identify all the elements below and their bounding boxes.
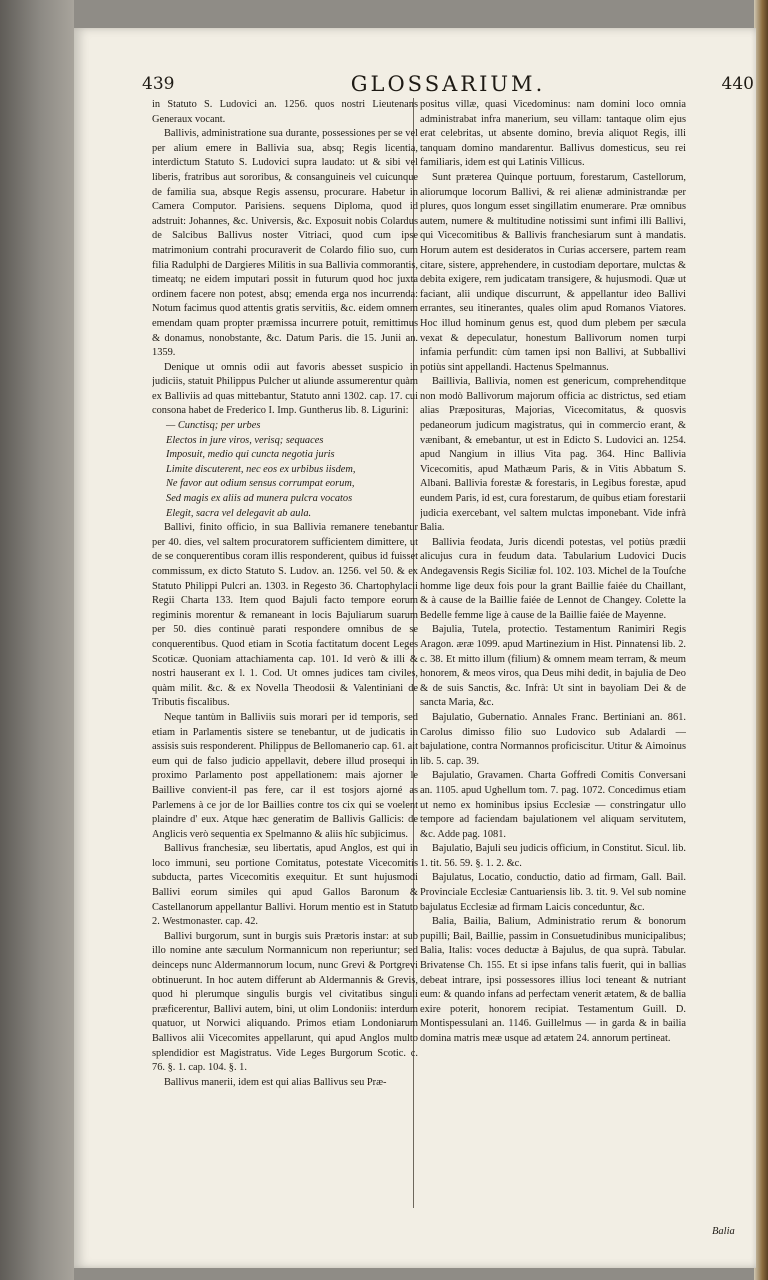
page-number-left: 439 bbox=[142, 74, 175, 94]
verse-line: Imposuit, medio qui cuncta negotia juris bbox=[166, 449, 335, 461]
right-paragraph: Bajulia, Tutela, protectio. Testamentum Ranimiri Regis Aragon. æræ 1099. apud Martinezium in Hist. Pinnatensi lib. 2. c. 38. Et mitto illum (filium) & omnem meam terram, & meum honorem, & meos viros, qua Deus mihi dedit, in bajulia de Deo & de suis Sanctis, &c. Infrà: Ut sint in bayoliam Dei & de sancta Maria, &c. bbox=[420, 624, 686, 709]
left-paragraph: Ballivus franchesiæ, seu libertatis, apud Anglos, est qui in loco immuni, seu portione Comitatus, potestate Vicecomitis subducta, partes Vicecomitis exequitur. Et sunt hujusmodi Ballivi eorum similes qui apud Gallos Baronum & Castellanorum appellantur Ballivi. Horum mentio est in Statuto 2. Westmonaster. cap. 42. bbox=[152, 843, 418, 928]
catchword: Balia bbox=[712, 1226, 735, 1237]
verse-quotation bbox=[152, 419, 418, 521]
verse-line: Ne favor aut odium sensus corrumpat eorum, bbox=[166, 478, 355, 490]
right-paragraph: Sunt præterea Quinque portuum, forestarum, Castellorum, aliorumque locorum Ballivi, & rei alienæ administrandæ per plures, quos longum esset singillatim enumerare. Præ omnibus autem, numere & multitudine notissimi sunt infimi illi Ballivi, qui Vicecomitibus & Ballivis franchesiarum sunt à mandatis. Horum autem est desideratos in Curias accersere, partem ream citare, sistere, apprehendere, in custodiam deportare, mulctas & debita exigere, rem judicatam transigere, & hujusmodi. Quæ ut faciant, alii undique discurrunt, & appellantur ideo Ballivi errantes, seu itinerantes, quales olim apud Romanos Viatores. Hoc illud hominum genus est, quod dum plebem per sæcula vexat & depeculatur, honestum Ballivorum nomen turpi infamia perfundit: cùm tamen ipsi non Ballivi, at Subballivi potiùs sint appellandi. Hactenus Spelmannus. bbox=[420, 171, 686, 373]
book-binding-left bbox=[0, 0, 74, 1280]
running-title: GLOSSARIUM. bbox=[350, 72, 546, 96]
right-column bbox=[420, 98, 686, 1208]
page-header bbox=[142, 72, 754, 100]
page-number-right: 440 bbox=[721, 74, 754, 94]
left-paragraph: Denique ut omnis odii aut favoris abesset suspicio in judiciis, statuit Philippus Pulcher ut aliunde assumerentur quàm ex Balliviis ad quas mittebantur, Statuto anni 1302. cap. 17. cui consona habet de Frederico I. Imp. Guntherus lib. 8. Ligurini: bbox=[152, 361, 418, 417]
right-paragraph: Bajulatio, Bajuli seu judicis officium, in Constitut. Sicul. lib. 1. tit. 56. 59. §. 1. 2. &c. bbox=[420, 843, 686, 869]
right-paragraph: Bajulatus, Locatio, conductio, datio ad firmam, Gall. Bail. Provinciale Ecclesiæ Cantuariensis lib. 3. tit. 9. Vel sub nomine bajulatus Ecclesiæ ad firmam Laicis conceduntur, &c. bbox=[420, 872, 686, 913]
verse-line: Limite discuterent, nec eos ex urbibus iisdem, bbox=[166, 463, 356, 475]
verse-line: Sed magis ex aliis ad munera pulcra vocatos bbox=[166, 493, 353, 505]
verse-line: Elegit, sacra vel delegavit ab aula. bbox=[166, 507, 312, 519]
left-paragraph: in Statuto S. Ludovici an. 1256. quos nostri Lieutenans Generaux vocant. bbox=[152, 99, 418, 125]
left-paragraph: Ballivus manerii, idem est qui alias Ballivus seu Præ- bbox=[164, 1076, 387, 1088]
book-binding-right bbox=[754, 0, 768, 1280]
right-paragraph: Balia, Bailia, Balium, Administratio rerum & bonorum pupilli; Bail, Baillie, passim in Consuetudinibus municipalibus; Balia, Italis: voces deductæ à Bajulus, de qua suprà. Tabular. Brivatense Ch. 155. Et si ipse infans talis fuerit, qui in ballias debeat intrare, ipsi possessores illius loci teneant & nutriant eum: & quando infans ad perfectam venerit ætatem, & de ballia exire poterit, honorem recipiat. Testamentum Guill. D. Montispessulani an. 1146. Guillelmus — in garda & in bailia domina matris meæ usque ad ætatem 24. annorum pertineat. bbox=[420, 916, 686, 1044]
left-paragraph: Ballivi burgorum, sunt in burgis suis Prætoris instar: at sub illo nomine ante sæculum Normannicum non reperiuntur; sed deinceps nunc Aldermannorum locum, nunc Grevi & Portgrevi obtinuerunt. In hoc autem differunt ab Aldermannis & Grevis, quod hi plerumque singulis burgis vel civitatibus singuli præficerentur, Ballivi autem, bini, ut olim Londoniis: interdum quatuor, ut Norwici aliquando. Primos etiam Londoniarum Ballivos alii Vicecomites appellarunt, qui apud Anglos multo splendidior est Magistratus. Vide Leges Burgorum Scotic. c. 76. §. 1. cap. 104. §. 1. bbox=[152, 930, 418, 1074]
verse-line: — Cunctisq; per urbes bbox=[166, 420, 261, 432]
left-column bbox=[152, 98, 418, 1208]
left-paragraph: Ballivis, administratione sua durante, possessiones per se vel per alium emere in Ballivia sua, absq; Regis licentia, interdictum Statuto S. Ludovici supra laudato: ut & sibi vel liberis, fratribus aut sororibus, & consanguineis vel cuicunque de familia sua, absque Regis assensu, procurare. Habetur in Camera Computor. Parisiens. sequens Diploma, quod id adstruit: Johannes, &c. Universis, &c. Exposuit nobis Colardus de Salcibus Ballivus noster Vitriaci, quod cum ipse matrimonium contrahi procuraverit de Colardo filio suo, cum filia Radulphi de Dargieres Militis in sua Ballivia commorantis, timeatq; ne eidem imputari possit in futurum quod hoc juxta ordinem facere non potest, absq; emenda erga nos incurrenda: Notum facimus quod attentis gratis servitiis, &c. eidem omnem emendam quam propter præmissa incurrere potuit, remittimus & donamus, nonobstante, &c. Datum Paris. die 15. Junii an. 1359. bbox=[152, 128, 418, 359]
right-paragraph: Baillivia, Ballivia, nomen est genericum, comprehenditque non modò Ballivorum majorum officia ac districtus, sed etiam alias Præposituras, Majorias, Vicecomitatus, & quosvis pedaneorum judicum magistratus, qui in commercio erant, & vænibant, & emebantur, ut est in Edicto S. Ludovici an. 1254. apud Nangium in illius Vita pag. 364. Hinc Ballivia Vicecomitis, apud Mathæum Paris, & in Vitis Abbatum S. Albani. Ballivia forestæ & forestaris, in Legibus forestæ, apud eundem Paris, id est, cura forestarum, de quibus etiam forestarii judicia exercebant, vel saltem mulctas imponebant. Vide infrà Balia. bbox=[420, 376, 686, 534]
left-paragraph: Neque tantùm in Balliviis suis morari per id temporis, sed etiam in Parlamentis sistere se tenebantur, ut de judicatis in assisis suis responderent. Philippus de Bellomanerio cap. 61. ait eum qui de falso judicio appellavit, debere illud prosequi in proximo Parlamento post appellationem: mais ajorner le Baillive convient-il pas fere, car il est tosjors ajorné as Parlemens à ce jor de lor Baillies contre tos cix qui se voelent plaindre d' eux. Atque hæc generatim de Ballivis Gallicis: de Anglicis verò sequentia ex Spelmanno & aliis hîc subjicimus. bbox=[152, 711, 418, 840]
left-paragraph: Ballivi, finito officio, in sua Ballivia remanere tenebantur per 40. dies, vel saltem procuratorem sufficientem dimittere, ut de se conquerentibus coram illis responderent, quibus id fuisset commissum, ex dicto Statuto S. Ludov. an. 1256. vel 50. & ex Statuto Philippi Pulcri an. 1303. in Regesto 36. Chartophylacii Regii Charta 133. Item quod Bajuli facto tempore eorum regiminis morentur & remaneant in locis Bajuliarum suarum per 50. dies continuè parati respondere omnibus de se conquerentibus. Quod etiam in Scotia factitatum docent Leges Scoticæ. Quoniam attachiamenta cap. 101. Id verò & illi & nostri hauserant ex l. 1. Cod. Ut omnes judices tam civiles, quàm milit. &c. & ex Novella Theodosii & Valentiniani de Tributis fiscalibus. bbox=[152, 522, 418, 709]
right-paragraph: positus villæ, quasi Vicedominus: nam domini loco omnia administrabat infra manerium, seu villam: tantaque olim ejus erat celebritas, ut absente domino, brevia aliquot Regis, illi tanquam domino mandarentur. Ballivus domesticus, seu rei familiaris, idem est qui Latinis Villicus. bbox=[420, 99, 686, 169]
right-paragraph: Ballivia feodata, Juris dicendi potestas, vel potiùs prædii alicujus cura in feudum data. Tabularium Ludovici Ducis Andegavensis Regis Siciliæ fol. 102. 103. Michel de la Touſche homme lige deux fois pour la grant Baillie faiée du Chaillant, & à cause de la Baillie faiée de Lennot de Changey. Colette la Bedelle femme lige à cause de la Baillie faiée de Mayenne. bbox=[420, 536, 686, 621]
verse-line: Electos in jure viros, verisq; sequaces bbox=[166, 434, 324, 446]
right-paragraph: Bajulatio, Gravamen. Charta Goffredi Comitis Conversani an. 1105. apud Ughellum tom. 7. pag. 1072. Concedimus etiam ut nemo ex hominibus ipsius Ecclesiæ — constringatur ullo tempore ad faciendam bajulationem vel aliquam servitutem, &c. Adde pag. 1081. bbox=[420, 770, 686, 840]
right-paragraph: Bajulatio, Gubernatio. Annales Franc. Bertiniani an. 861. Carolus dimisso filio suo Ludovico sub Adalardi — bajulatione, contra Normannos proficiscitur. Utitur & Aimoinus lib. 5. cap. 39. bbox=[420, 711, 686, 767]
